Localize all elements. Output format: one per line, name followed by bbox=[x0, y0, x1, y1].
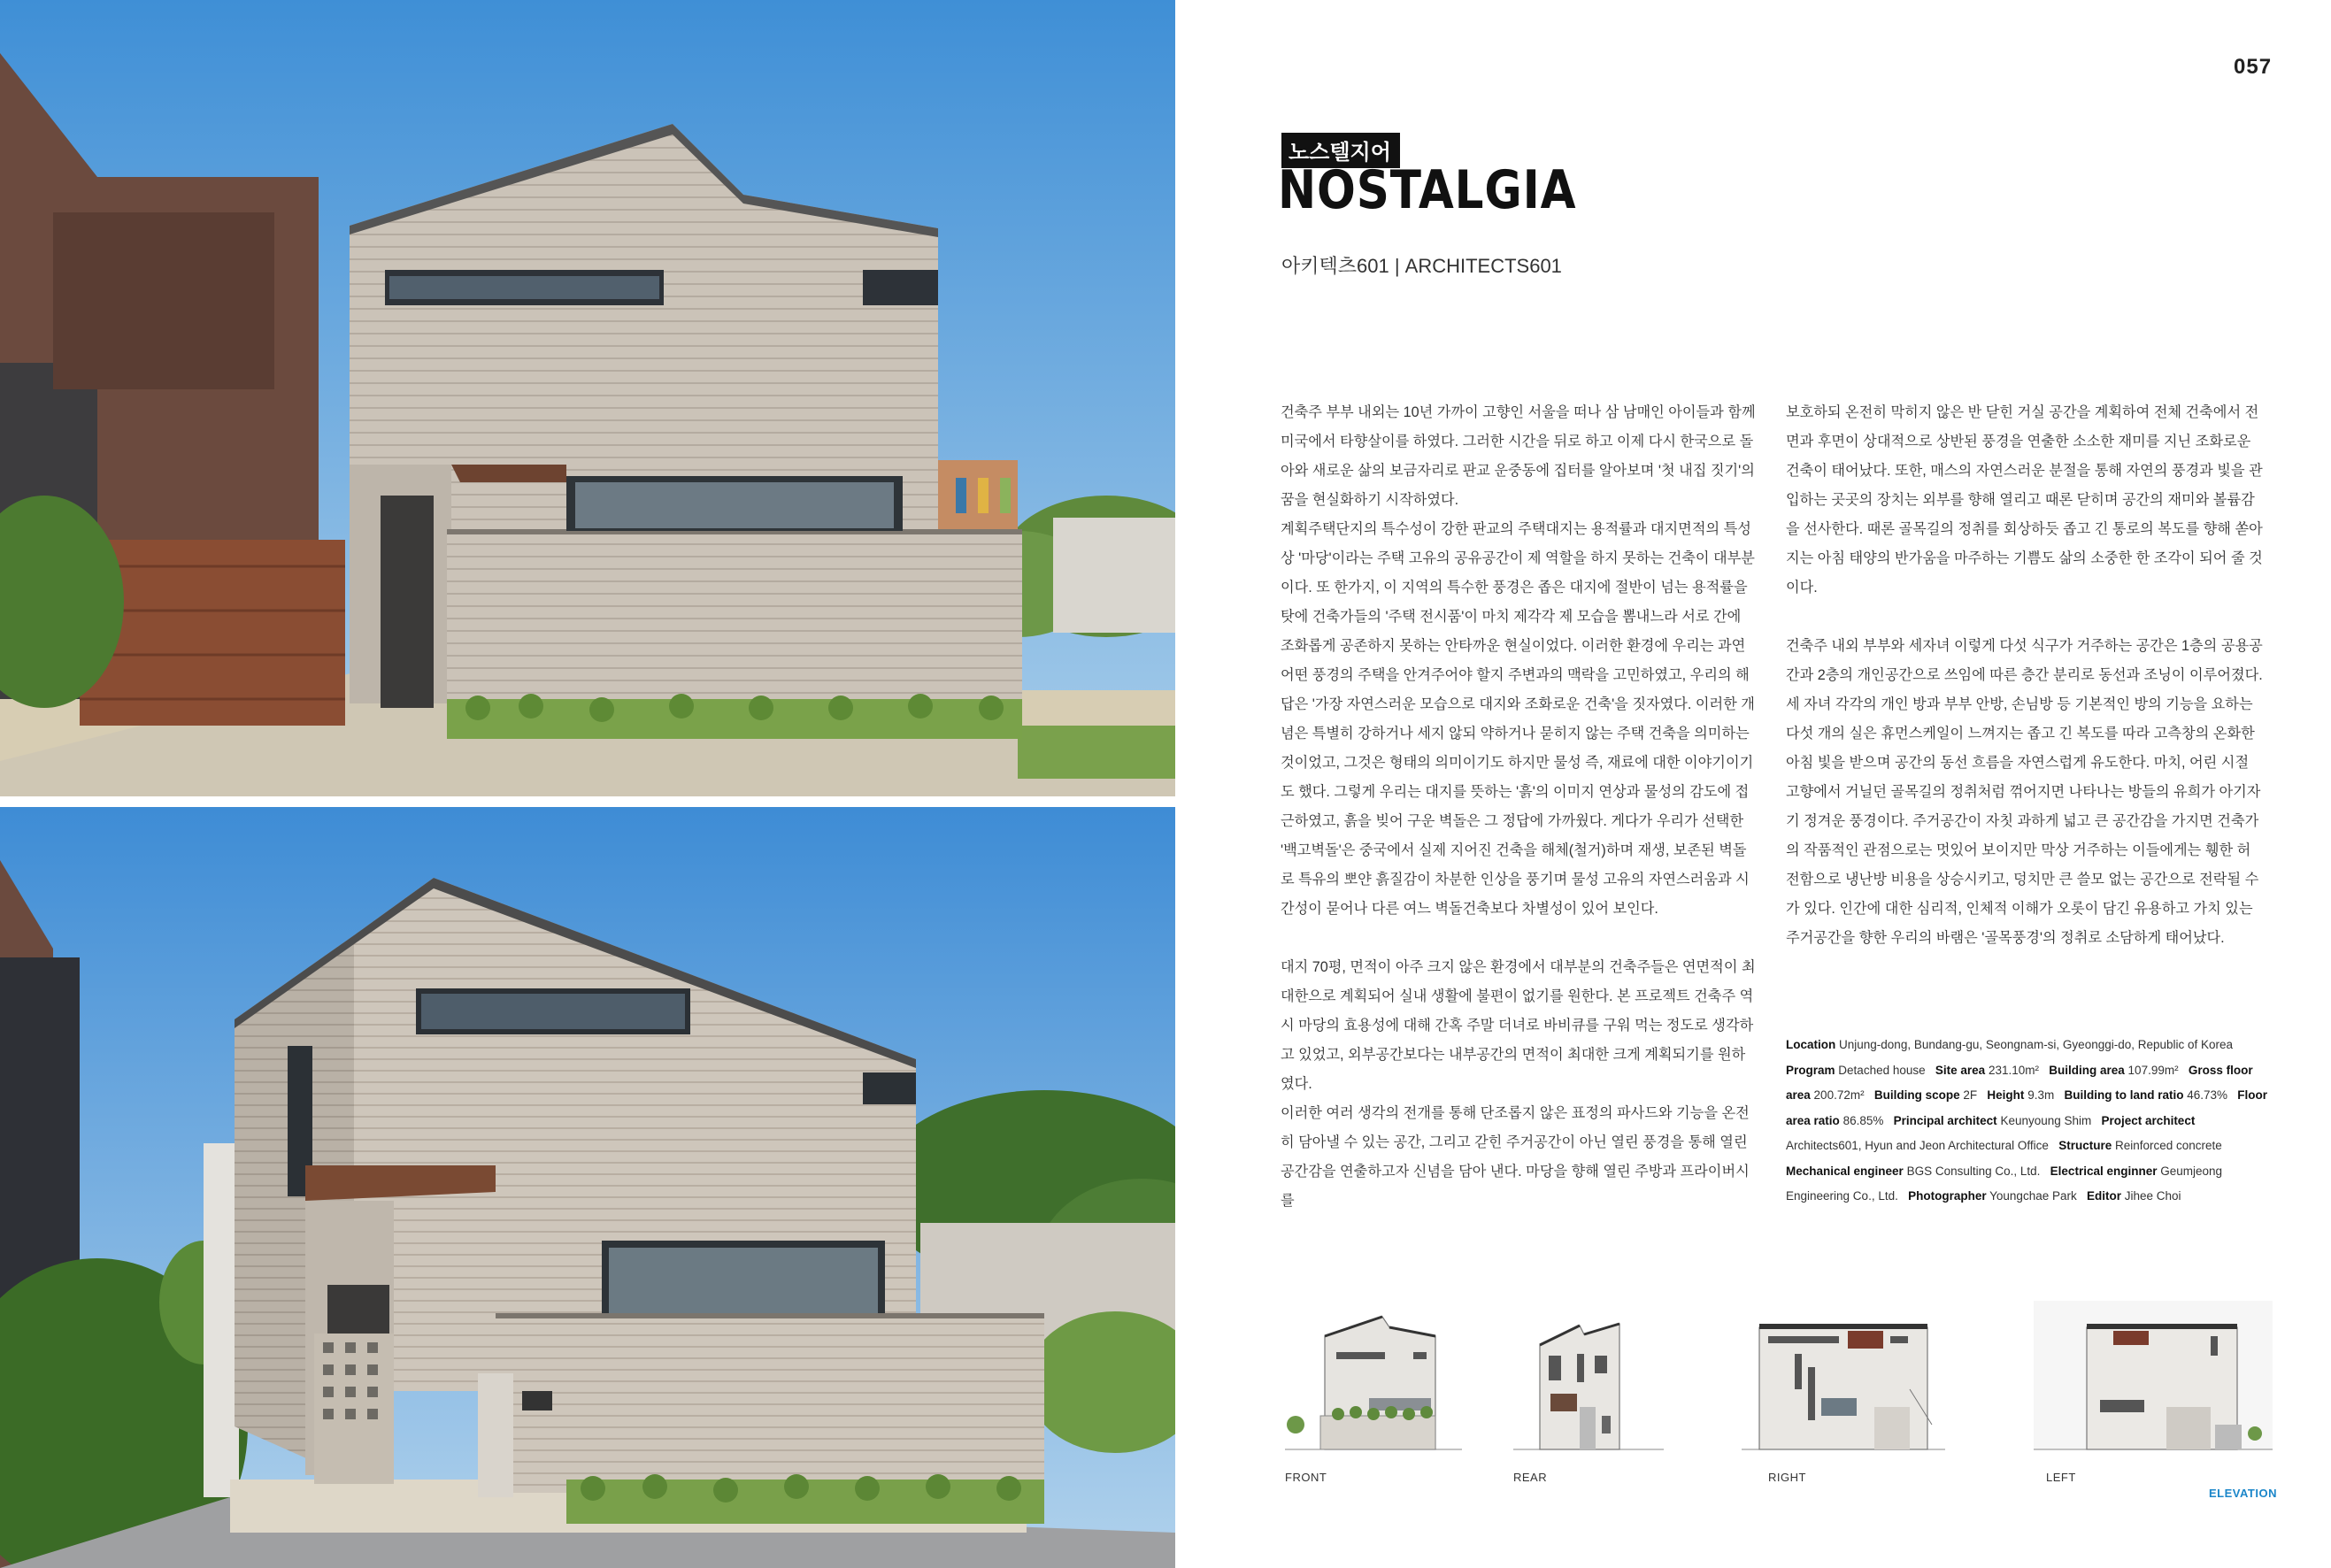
elevation-front-svg bbox=[1285, 1301, 1462, 1465]
elevation-label-front: FRONT bbox=[1285, 1471, 1327, 1484]
elevation-right-svg bbox=[1742, 1301, 1945, 1465]
body-paragraph: 이러한 여러 생각의 전개를 통해 단조롭지 않은 표정의 파사드와 기능을 온전히 담아낼 수 있는 공간, 그리고 갇힌 주거공간이 아닌 열린 풍경을 통해 열린 공간감을 연출하고자 신념을 담아 낸다. 마당을 향해 열린 주방과 프라이버시를 bbox=[1281, 1105, 1750, 1209]
credit-value: Geumjeong Engineering Co., Ltd. bbox=[1786, 1164, 2223, 1203]
credit-label: Editor bbox=[2087, 1189, 2121, 1203]
credit-value: BGS Consulting Co., Ltd. bbox=[1906, 1164, 2041, 1178]
elevation-left-drawing bbox=[2034, 1301, 2273, 1465]
elevation-right-drawing bbox=[1742, 1301, 1945, 1465]
elevation-rear-svg bbox=[1513, 1301, 1664, 1465]
page-number: 057 bbox=[2234, 55, 2273, 79]
credit-value: 86.85% bbox=[1842, 1113, 1884, 1127]
credit-label: Principal architect bbox=[1893, 1113, 1997, 1127]
body-paragraph: 계획주택단지의 특수성이 강한 판교의 주택대지는 용적률과 대지면적의 특성상 '마당'이라는 주택 고유의 공유공간이 제 역할을 하지 못하는 건축이 대부분이다. 또 한가지, 이 지역의 특수한 풍경은 좁은 대지에 절반이 넘는 용적률을 탓에 건축가들의 '주택 전시품'이 마치 제각각 제 모습을 뽐내느라 서로 간에 조화롭게 공존하지 못하는 안타까운 현실이었다. 이러한 환경에 우리는 과연 어떤 풍경의 주택을 안겨주어야 할지 주변과의 맥락을 고민하였고, 우리의 해답은 '가장 자연스러운 모습으로 대지와 조화로운 건축'을 짓자였다. 이러한 개념은 특별히 강하거나 세지 않되 약하거나 묻히지 않는 주택 건축을 의미하는 것이었고, 그것은 형태의 의미이기도 하지만 물성 즉, 재료에 대한 이야기이기도 했다. 그렇게 우리는 대지를 뜻하는 '흙'의 이미지 연상과 물성의 감도에 접근하였고, 흙을 빚어 구운 벽돌은 그 정답에 가까웠다. 게다가 우리가 선택한 '백고벽돌'은 중국에서 실제 지어진 건축을 해체(철거)하며 재생, 보존된 벽돌로 특유의 뽀얀 흙질감이 차분한 인상을 풍기며 물성 고유의 자연스러움과 시간성이 묻어나 다른 여느 벽돌건축보다 차별성이 있어 보인다. bbox=[1281, 521, 1755, 917]
credit-label: Mechanical engineer bbox=[1786, 1164, 1904, 1178]
credit-value: Youngchae Park bbox=[1989, 1189, 2077, 1203]
credit-value: 200.72m² bbox=[1813, 1088, 1865, 1102]
house-photo-front bbox=[0, 0, 1175, 796]
elevation-label-rear: REAR bbox=[1513, 1471, 1548, 1484]
article-title: NOSTALGIA bbox=[1278, 159, 1577, 221]
credit-value: Jihee Choi bbox=[2124, 1189, 2181, 1203]
credit-label: Building to land ratio bbox=[2064, 1088, 2184, 1102]
credit-label: Gross floor area bbox=[1786, 1063, 2253, 1102]
credit-label: Program bbox=[1786, 1063, 1835, 1077]
credit-label: Location bbox=[1786, 1038, 1836, 1051]
elevation-label-right: RIGHT bbox=[1768, 1471, 1806, 1484]
credit-label: Project architect bbox=[2101, 1113, 2196, 1127]
credit-value: Reinforced concrete bbox=[2114, 1139, 2222, 1152]
credit-value: 231.10m² bbox=[1988, 1063, 2039, 1077]
credit-value: Keunyoung Shim bbox=[2000, 1113, 2092, 1127]
credit-value: 9.3m bbox=[2027, 1088, 2055, 1102]
project-credits bbox=[1786, 1033, 2269, 1210]
credit-label: Electrical enginner bbox=[2050, 1164, 2158, 1178]
credit-label: Photographer bbox=[1908, 1189, 1987, 1203]
elevation-caption: ELEVATION bbox=[2209, 1487, 2277, 1500]
body-column-left bbox=[1281, 398, 1758, 1216]
credit-value: Unjung-dong, Bundang-gu, Seongnam-si, Gyeonggi-do, Republic of Korea bbox=[1839, 1038, 2234, 1051]
elevation-left-svg bbox=[2034, 1301, 2273, 1465]
credit-value: Detached house bbox=[1838, 1063, 1926, 1077]
credit-value: 2F bbox=[1963, 1088, 1978, 1102]
architect-byline: 아키텍츠601 | ARCHITECTS601 bbox=[1281, 255, 1562, 277]
credit-label: Building scope bbox=[1873, 1088, 1960, 1102]
elevation-rear-drawing bbox=[1513, 1301, 1664, 1465]
title-kicker: 노스텔지어 bbox=[1281, 133, 1400, 168]
credit-value: 46.73% bbox=[2187, 1088, 2228, 1102]
photo-front-view bbox=[0, 0, 1175, 796]
body-paragraph: 건축주 부부 내외는 10년 가까이 고향인 서울을 떠나 삼 남매인 아이들과 함께 미국에서 타향살이를 하였다. 그러한 시간을 뒤로 하고 이제 다시 한국으로 돌아와 새로운 삶의 보금자리로 판교 운중동에 집터를 알아보며 '첫 내집 짓기'의 꿈을 현실화하기 시작하였다. bbox=[1281, 404, 1756, 508]
credit-label: Floor area ratio bbox=[1786, 1088, 2268, 1127]
credit-value: 107.99m² bbox=[2127, 1063, 2179, 1077]
body-paragraph: 건축주 내외 부부와 세자녀 이렇게 다섯 식구가 거주하는 공간은 1층의 공용공간과 2층의 개인공간으로 쓰임에 따른 층간 분리로 동선과 조닝이 이루어졌다. 세 자녀 각각의 개인 방과 부부 안방, 손님방 등 기본적인 방의 기능을 요하는 다섯 개의 실은 휴먼스케일이 느껴지는 좁고 긴 복도를 따라 고측창의 온화한 아침 빛을 받으며 공간의 동선 흐름을 자연스럽게 유도한다. 마치, 어린 시절 고향에서 거닐던 골목길의 정취처럼 꺾어지면 나타나는 방들의 유희가 아기자기 정겨운 풍경이다. 주거공간이 자칫 과하게 넓고 큰 공간감을 가지면 건축가의 작품적인 관점으로는 멋있어 보이지만 막상 거주하는 이들에게는 휑한 허전함으로 냉난방 비용을 상승시키고, 덩치만 큰 쓸모 없는 공간으로 전락될 수가 있다. 인간에 대한 심리적, 인체적 이해가 오롯이 담긴 유용하고 가치 있는 주거공간을 향한 우리의 바램은 '골목풍경'의 정취로 소담하게 태어났다. bbox=[1786, 638, 2263, 946]
credit-label: Building area bbox=[2049, 1063, 2125, 1077]
credit-label: Height bbox=[1987, 1088, 2025, 1102]
house-photo-corner bbox=[0, 807, 1175, 1568]
credit-value: Architects601, Hyun and Jeon Architectural Office bbox=[1786, 1139, 2049, 1152]
credit-label: Structure bbox=[2058, 1139, 2112, 1152]
photo-corner-view bbox=[0, 807, 1175, 1568]
elevation-label-left: LEFT bbox=[2046, 1471, 2076, 1484]
elevation-front-drawing bbox=[1285, 1301, 1462, 1465]
credit-label: Site area bbox=[1935, 1063, 1986, 1077]
body-column-right bbox=[1786, 398, 2264, 953]
body-paragraph: 보호하되 온전히 막히지 않은 반 닫힌 거실 공간을 계획하여 전체 건축에서 전면과 후면이 상대적으로 상반된 풍경을 연출한 소소한 재미를 지닌 조화로운 건축이 태어났다. 또한, 매스의 자연스러운 분절을 통해 자연의 풍경과 빛을 관입하는 곳곳의 장치는 외부를 향해 열리고 때론 닫히며 공간의 재미와 볼륨감을 선사한다. 때론 골목길의 정취를 회상하듯 좁고 긴 통로의 복도를 향해 쏟아지는 아침 태양의 반가움을 마주하는 기쁨도 삶의 소중한 한 조각이 되어 줄 것이다. bbox=[1786, 404, 2263, 596]
body-paragraph: 대지 70평, 면적이 아주 크지 않은 환경에서 대부분의 건축주들은 연면적이 최대한으로 계획되어 실내 생활에 불편이 없기를 원한다. 본 프로젝트 건축주 역시 마당의 효용성에 대해 간혹 주말 더녀로 바비큐를 구워 먹는 정도로 생각하고 있었고, 외부공간보다는 내부공간의 면적이 최대한 크게 계획되기를 원하였다. bbox=[1281, 959, 1756, 1092]
